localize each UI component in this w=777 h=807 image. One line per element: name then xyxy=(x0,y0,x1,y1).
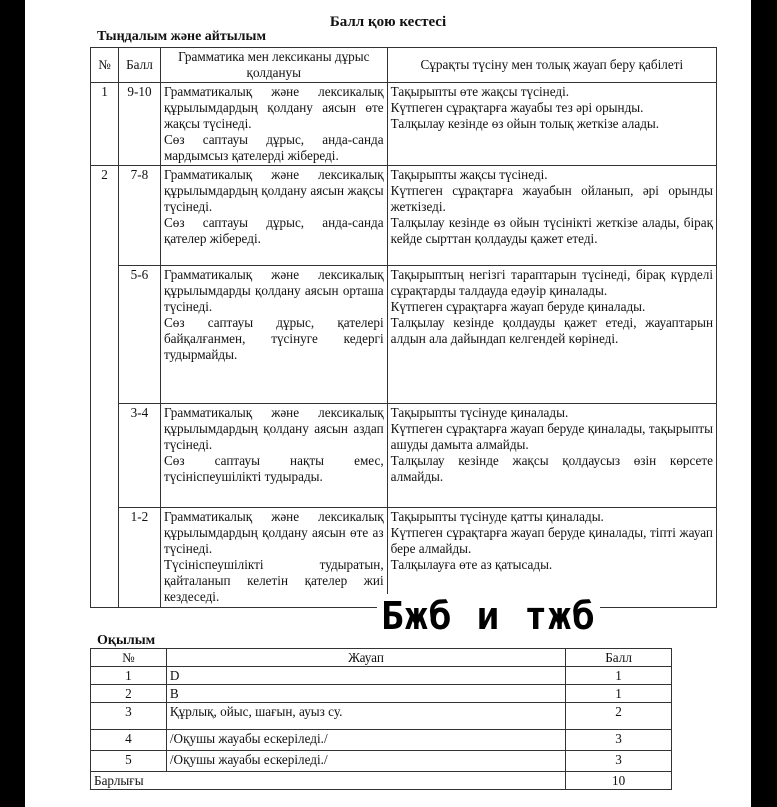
row-comprehension xyxy=(387,166,716,266)
comprehension-line: Талқылау кезінде қолдауды қажет етеді, жауаптарын алдын ала дайындап келгендей көрінеді. xyxy=(390,315,713,346)
table-row xyxy=(91,83,717,166)
comprehension-line: Күтпеген сұрақтарға жауап беруде қиналады, тақырыпты ашуды дамыта алмайды. xyxy=(390,421,713,452)
row-num: 3 xyxy=(91,703,167,730)
row-score: 2 xyxy=(566,703,672,730)
row-answer: D xyxy=(166,667,565,685)
row-answer: Құрлық, ойыс, шағын, ауыз су. xyxy=(166,703,565,730)
row-answer: /Оқушы жауабы ескеріледі./ xyxy=(166,730,565,751)
row-num: 1 xyxy=(91,667,167,685)
listening-header-row xyxy=(91,48,717,83)
header-grammar: Грамматика мен лексиканы дұрыс қолдануы xyxy=(160,48,387,83)
grammar-line: Грамматикалық және лексикалық құрылымдардың қолдану аясын аздап түсінеді. xyxy=(163,405,384,452)
row-score: 9-10 xyxy=(118,83,160,166)
row-answer: /Оқушы жауабы ескеріледі./ xyxy=(166,751,565,772)
grammar-line: Сөз саптауы дұрыс, анда-санда мардымсыз қателерді жібереді. xyxy=(163,132,384,163)
grammar-line: Грамматикалық және лексикалық құрылымдарды қолдану аясын орташа түсінеді. xyxy=(163,267,384,314)
row-score: 7-8 xyxy=(118,166,160,266)
total-score: 10 xyxy=(566,772,672,790)
grammar-line: Грамматикалық және лексикалық құрылымдардың қолдану аясын жақсы түсінеді. xyxy=(163,167,384,214)
comprehension-line: Талқылау кезінде өз ойын түсінікті жеткізе алады, бірақ кейде сырттан қолдауды қажет етеді. xyxy=(390,215,713,246)
table-row xyxy=(91,266,717,404)
row-comprehension xyxy=(387,266,716,404)
comprehension-line: Талқылауға өте аз қатысады. xyxy=(390,557,553,572)
row-num: 2 xyxy=(91,685,167,703)
table-row xyxy=(91,751,672,772)
listening-heading: Тыңдалым және айтылым xyxy=(97,29,267,44)
comprehension-line: Күтпеген сұрақтарға жауабы тез әрі орынды. xyxy=(390,100,644,115)
header-answer: Жауап xyxy=(166,649,565,667)
listening-table xyxy=(90,47,717,608)
row-grammar xyxy=(160,83,387,166)
row-answer: B xyxy=(166,685,565,703)
row-num: 2 xyxy=(91,166,119,608)
total-label: Барлығы xyxy=(91,772,566,790)
row-score: 5-6 xyxy=(118,266,160,404)
row-grammar xyxy=(160,508,387,608)
row-num: 5 xyxy=(91,751,167,772)
header-comprehension: Сұрақты түсіну мен толық жауап беру қабілеті xyxy=(387,48,716,83)
row-num: 4 xyxy=(91,730,167,751)
grammar-line: Түсініспеушілікті тудыратын, қайталанып келетін қателер жиі кездеседі. xyxy=(163,557,384,604)
grammar-line: Сөз саптауы нақты емес, түсініспеушілікті тудырады. xyxy=(163,453,384,484)
reading-heading: Оқылым xyxy=(97,633,156,648)
row-score: 3 xyxy=(566,751,672,772)
header-score: Балл xyxy=(566,649,672,667)
row-score: 3 xyxy=(566,730,672,751)
header-score: Балл xyxy=(118,48,160,83)
grammar-line: Сөз саптауы дұрыс, анда-санда қателер жібереді. xyxy=(163,215,384,246)
document-page xyxy=(25,0,751,807)
header-num: № xyxy=(91,48,119,83)
comprehension-line: Тақырыптың негізгі тараптарын түсінеді, бірақ күрделі сұрақтарды талдауда едәуір қиналады. xyxy=(390,267,713,298)
document-title: Балл қою кестесі xyxy=(329,14,447,30)
row-grammar xyxy=(160,266,387,404)
row-num: 1 xyxy=(91,83,119,166)
header-num: № xyxy=(91,649,167,667)
table-row xyxy=(91,730,672,751)
comprehension-line: Күтпеген сұрақтарға жауап беруде қиналады, тіпті жауап бере алмайды. xyxy=(390,525,713,556)
grammar-line: Грамматикалық және лексикалық құрылымдардың қолдану аясын өте аз түсінеді. xyxy=(163,509,384,556)
table-row xyxy=(91,404,717,508)
table-row xyxy=(91,508,717,608)
row-score: 3-4 xyxy=(118,404,160,508)
table-row xyxy=(91,667,672,685)
comprehension-line: Талқылау кезінде өз ойын толық жеткізе алады. xyxy=(390,116,660,131)
comprehension-line: Күтпеген сұрақтарға жауап беруде қиналады. xyxy=(390,299,646,314)
row-score: 1-2 xyxy=(118,508,160,608)
grammar-line: Сөз саптауы дұрыс, қателері байқалғанмен, түсінуге кедергі тудырмайды. xyxy=(163,315,384,362)
table-row xyxy=(91,703,672,730)
row-comprehension xyxy=(387,83,716,166)
comprehension-line: Тақырыпты түсінуде қиналады. xyxy=(390,405,569,420)
row-score: 1 xyxy=(566,667,672,685)
table-row xyxy=(91,685,672,703)
comprehension-line: Талқылау кезінде жақсы қолдаусыз өзін көрсете алмайды. xyxy=(390,453,713,484)
table-row xyxy=(91,166,717,266)
comprehension-line: Тақырыпты өте жақсы түсінеді. xyxy=(390,84,570,99)
row-grammar xyxy=(160,166,387,266)
comprehension-line: Күтпеген сұрақтарға жауабын ойланып, әрі орынды жеткізеді. xyxy=(390,183,713,214)
comprehension-line: Тақырыпты түсінуде қатты қиналады. xyxy=(390,509,604,524)
row-grammar xyxy=(160,404,387,508)
grammar-line: Грамматикалық және лексикалық құрылымдардың қолдану аясын өте жақсы түсінеді. xyxy=(163,84,384,131)
row-comprehension xyxy=(387,508,716,608)
watermark-text: Бжб и тжб xyxy=(377,594,600,638)
row-comprehension xyxy=(387,404,716,508)
reading-table xyxy=(90,648,672,790)
total-row xyxy=(91,772,672,790)
comprehension-line: Тақырыпты жақсы түсінеді. xyxy=(390,167,548,182)
reading-header-row xyxy=(91,649,672,667)
row-score: 1 xyxy=(566,685,672,703)
